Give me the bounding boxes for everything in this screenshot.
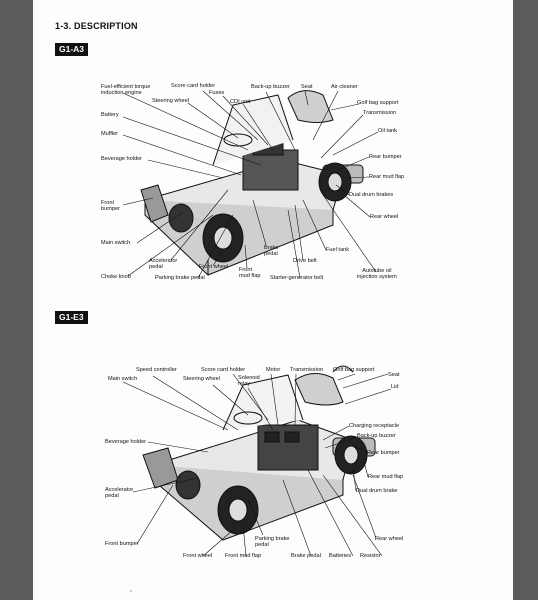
label-front-wheel: Front wheel [199,264,229,270]
label-muffler: Muffler [101,131,118,137]
label-front-mud-flap-e3: Front mud flap [225,553,262,559]
label-seat-e3: Seat [388,372,400,378]
model-tag-g1-e3: G1-E3 [55,311,88,324]
label-front-wheel-e3: Front wheel [183,553,213,559]
label-lid: Lid [391,384,399,390]
label-fuel-tank: Fuel tank [326,247,350,253]
label-air-cleaner: Air cleaner [331,84,358,90]
page-speck [130,590,132,592]
label-golf-bag-support: Golf bag support [357,100,399,106]
label-dual-drum-brake: Dual drum brake [356,488,398,494]
label-speed-controller: Speed controller [136,367,177,373]
label-drive-belt: Drive belt [293,258,317,264]
label-steering-wheel-e3: Steering wheel [183,376,221,382]
label-dual-drum-brakes: Dual drum brakes [349,192,394,198]
label-accelerator-pedal: Accelerator pedal [149,258,178,271]
label-fuses: Fuses [209,90,225,96]
label-front-bumper-e3: Front bumper [105,541,139,547]
label-rear-wheel-e3: Rear wheel [375,536,404,542]
label-transmission: Transmission [363,110,397,116]
label-cdi-unit: CDI unit [230,99,251,105]
label-front-bumper: Front bumper [101,200,120,213]
label-resistor: Resistor [360,553,381,559]
label-engine: Fuel-efficient torque induction engine [101,84,151,97]
label-accelerator-pedal-e3: Accelerator pedal [105,487,134,500]
label-parking-brake-pedal-e3: Parking brake pedal [255,536,290,549]
label-beverage-holder: Beverage holder [101,156,143,162]
label-batteries: Batteries [329,553,352,559]
label-golf-bag-support-e3: Golf bag support [333,367,375,373]
section-heading: 1-3. DESCRIPTION [55,21,138,31]
label-back-up-buzzer: Back-up buzzer [251,84,290,90]
label-rear-bumper: Rear bumper [369,154,402,160]
label-front-mud-flap: Front mud flap [239,267,261,280]
label-rear-mud-flap: Rear mud flap [369,174,405,180]
label-oil-tank: Oil tank [378,128,397,134]
label-seat: Seat [301,84,313,90]
label-charging-receptacle: Charging receptacle [349,423,400,429]
label-main-switch-e3: Main switch [108,376,138,382]
label-beverage-holder-e3: Beverage holder [105,439,147,445]
label-transmission-e3: Transmission [290,367,324,373]
label-brake-pedal-e3: Brake pedal [291,553,321,559]
label-choke-knob: Choke knob [101,274,131,280]
label-starter-generator-belt: Starter-generator belt [270,275,324,281]
label-rear-bumper-e3: Rear bumper [367,450,400,456]
label-motor: Motor [266,367,281,373]
label-battery: Battery [101,112,119,118]
label-score-card-holder-e3: Score card holder [201,367,246,373]
label-steering-wheel: Steering wheel [152,98,190,104]
model-tag-g1-a3: G1-A3 [55,43,88,56]
label-rear-mud-flap-e3: Rear mud flap [368,474,404,480]
manual-page [33,0,513,600]
label-brake-pedal: Brake pedal [264,245,279,258]
label-solenoid-relay: Solenoid relay [238,375,260,388]
label-autolube: Autolube oil injection system [357,268,397,281]
label-score-card-holder: Score card holder [171,83,216,89]
label-parking-brake-pedal: Parking brake pedal [155,275,205,281]
label-main-switch: Main switch [101,240,131,246]
label-rear-wheel: Rear wheel [370,214,399,220]
label-back-up-buzzer-e3: Back-up buzzer [357,433,396,439]
illustration-g1-e3 [123,366,391,556]
